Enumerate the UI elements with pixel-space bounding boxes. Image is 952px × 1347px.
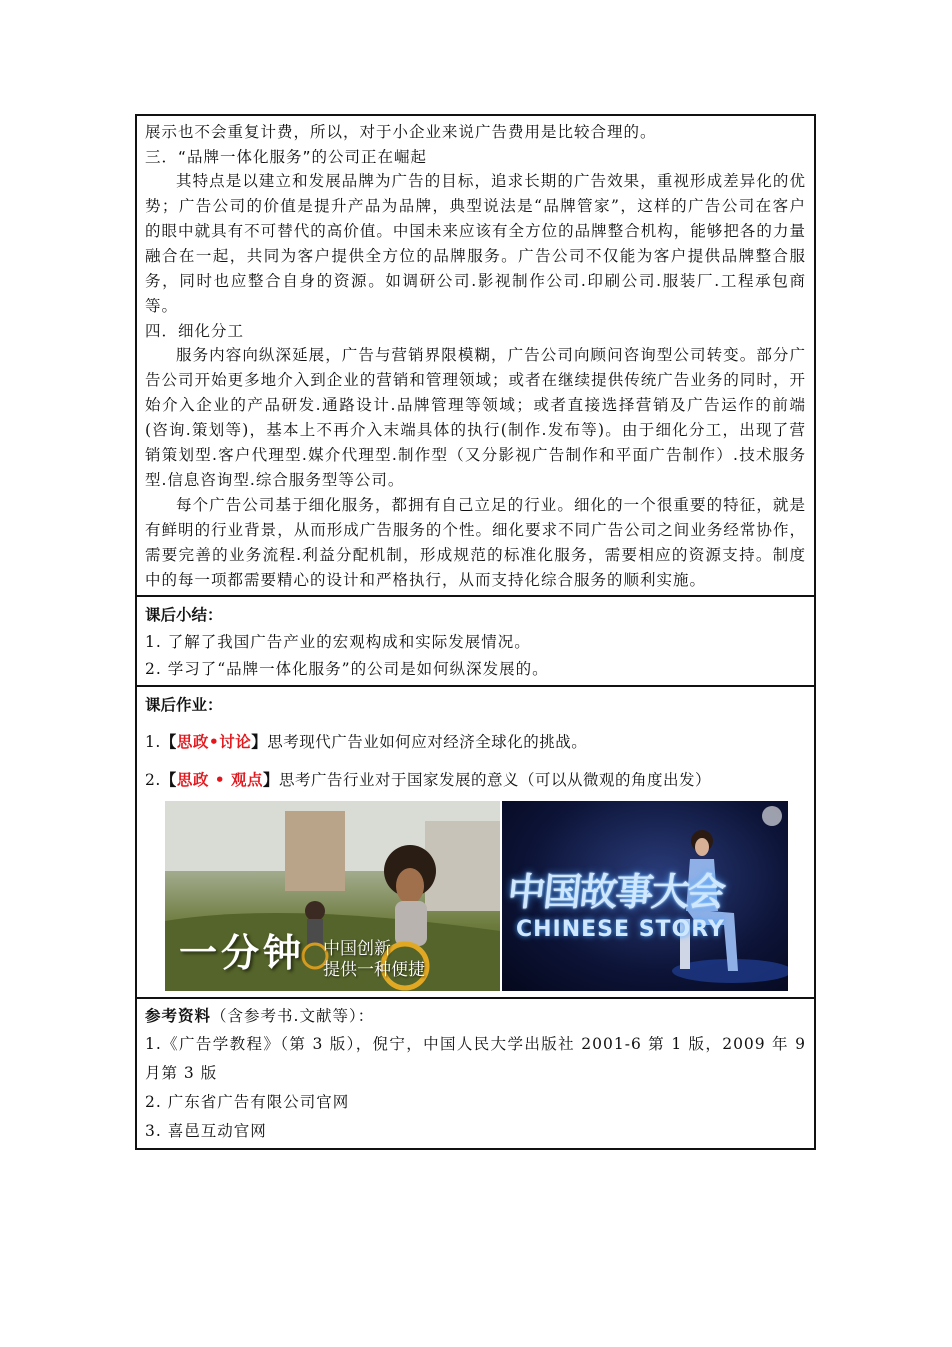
bracket-close: 】 — [263, 771, 280, 789]
references-heading — [145, 1003, 806, 1030]
homework-text: 思考广告行业对于国家发展的意义（可以从微观的角度出发） — [279, 771, 712, 789]
cyclist-video-still — [165, 801, 500, 991]
caption-line-2: 提供一种便捷 — [323, 960, 425, 980]
paragraph-4a: 服务内容向纵深延展，广告与营销界限模糊，广告公司向顾问咨询型公司转变。部分广告公司开始更多地介入到企业的营销和管理领域；或者在继续提供传统广告业务的同时，开始介入企业的产品研发.通路设计.品牌管理等领域；或者直接选择营销及广告运作的前端(咨询.策划等)，基本上不再介入末端具体的执行(制作.发布等)。由于细化分工，出现了营销策划型.客户代理型.媒介代理型.制作型（又分影视广告制作和平面广告制作）.技术服务型.信息咨询型.综合服务型等公司。 — [145, 346, 806, 489]
tv-show-still — [502, 801, 788, 991]
references-label-suffix: （含参考书.文献等）： — [211, 1007, 375, 1025]
references-cell — [137, 999, 814, 1148]
homework-cell — [137, 687, 814, 999]
ideology-tag: 思政 • 观点 — [176, 771, 264, 789]
bracket-close: 】 — [251, 733, 268, 751]
section-heading-4: 四．细化分工 — [145, 322, 245, 340]
homework-label: 课后作业： — [145, 696, 223, 714]
paragraph-3: 其特点是以建立和发展品牌为广告的目标，追求长期的广告效果，重视形成差异化的优势；广告公司的价值是提升产品为品牌，典型说法是“品牌管家”，这样的广告公司在客户的眼中就具有不可替代的高价值。中国未来应该有全方位的品牌整合机构，能够把各的力量融合在一起，共同为客户提供全方位的品牌服务。广告公司不仅能为客户提供品牌整合服务，同时也应整合自身的资源。如调研公司.影视制作公司.印刷公司.服装厂.工程承包商等。 — [145, 172, 806, 315]
section-heading-3: 三．“品牌一体化服务”的公司正在崛起 — [145, 148, 428, 166]
homework-text: 思考现代广告业如何应对经济全球化的挑战。 — [267, 733, 588, 751]
summary-label: 课后小结： — [145, 606, 223, 624]
summary-cell — [137, 597, 814, 687]
summary-item: 2. 学习了“品牌一体化服务”的公司是如何纵深发展的。 — [145, 660, 549, 678]
bracket-open: 【 — [160, 771, 177, 789]
homework-item-1 — [145, 727, 806, 757]
item-number: 2. — [145, 771, 161, 789]
illustration-row — [165, 801, 806, 991]
reference-item: 1.《广告学教程》（第 3 版），倪宁，中国人民大学出版社 2001-6 第 1 版，2009 年 9 月第 3 版 — [145, 1035, 806, 1082]
homework-item-2 — [145, 765, 806, 795]
references-label: 参考资料 — [145, 1007, 212, 1025]
caption-line-1: 中国创新 — [323, 939, 391, 959]
item-number: 1. — [145, 733, 161, 751]
show-subtitle-logo: CHINESE STORY — [516, 917, 725, 942]
lesson-table — [135, 114, 816, 1150]
bracket-open: 【 — [160, 733, 177, 751]
paragraph-4b: 每个广告公司基于细化服务，都拥有自己立足的行业。细化的一个很重要的特征，就是有鲜明的行业背景，从而形成广告服务的个性。细化要求不同广告公司之间业务经常协作，需要完善的业务流程.利益分配机制，形成规范的标准化服务，需要相应的资源支持。制度中的每一项都需要精心的设计和严格执行，从而支持化综合服务的顺利实施。 — [145, 496, 806, 589]
show-title-logo: 中国故事大会 — [505, 870, 726, 914]
paragraph-top: 展示也不会重复计费，所以，对于小企业来说广告费用是比较合理的。 — [145, 123, 657, 141]
summary-item: 1. 了解了我国广告产业的宏观构成和实际发展情况。 — [145, 633, 531, 651]
content-cell — [137, 116, 814, 597]
ideology-tag: 思政•讨论 — [176, 733, 252, 751]
reference-item: 2. 广东省广告有限公司官网 — [145, 1093, 350, 1111]
reference-item: 3. 喜邑互动官网 — [145, 1122, 267, 1140]
caption-subtitle — [323, 939, 425, 981]
caption-one-minute: 一分钟 — [179, 930, 306, 975]
